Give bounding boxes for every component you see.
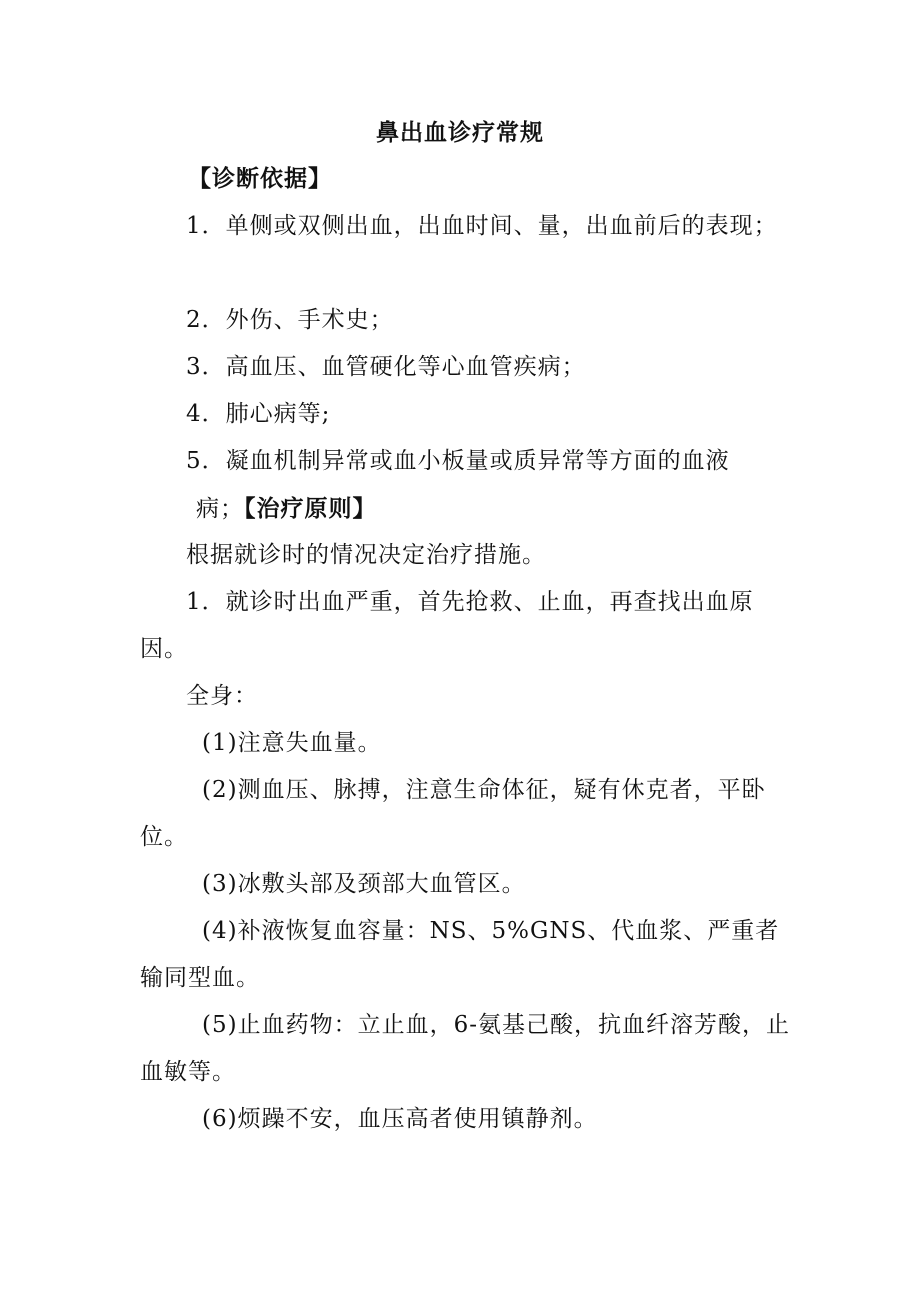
treatment-sub-4: (4)补液恢复血容量：NS、5%GNS、代血浆、严重者输同型血。 <box>140 918 780 991</box>
diagnosis-item-2: 2．外伤、手术史； <box>186 307 394 333</box>
diagnosis-item-1: 1．单侧或双侧出血，出血时间、量，出血前后的表现； <box>186 213 778 239</box>
treatment-sub-1: (1)注意失血量。 <box>202 730 382 756</box>
document-title: 鼻出血诊疗常规 <box>376 119 544 146</box>
diagnosis-item-3: 3．高血压、血管硬化等心血管疾病； <box>186 354 586 380</box>
diagnosis-item-5-line2 <box>196 485 796 533</box>
treatment-sub-3: (3)冰敷头部及颈部大血管区。 <box>202 871 526 897</box>
diagnosis-item-5-line1: 5．凝血机制异常或血小板量或质异常等方面的血液 <box>186 448 730 474</box>
whole-body-label: 全身： <box>186 683 258 709</box>
treatment-sub-6: (6)烦躁不安，血压高者使用镇静剂。 <box>202 1106 598 1132</box>
treatment-sub-5: (5)止血药物：立止血，6-氨基己酸，抗血纤溶芳酸，止血敏等。 <box>140 1012 790 1085</box>
treatment-item-1: 1．就诊时出血严重，首先抢救、止血，再查找出血原因。 <box>140 589 754 662</box>
treatment-intro: 根据就诊时的情况决定治疗措施。 <box>186 542 546 568</box>
section-heading-treatment: 【治疗原则】 <box>244 495 377 522</box>
diagnosis-item-4: 4．肺心病等; <box>186 401 331 427</box>
treatment-sub-2: (2)测血压、脉搏，注意生命体征，疑有休克者，平卧位。 <box>140 777 766 850</box>
section-heading-diagnosis: 【诊断依据】 <box>188 165 332 192</box>
diagnosis-item-5-end: 病； <box>196 496 244 522</box>
